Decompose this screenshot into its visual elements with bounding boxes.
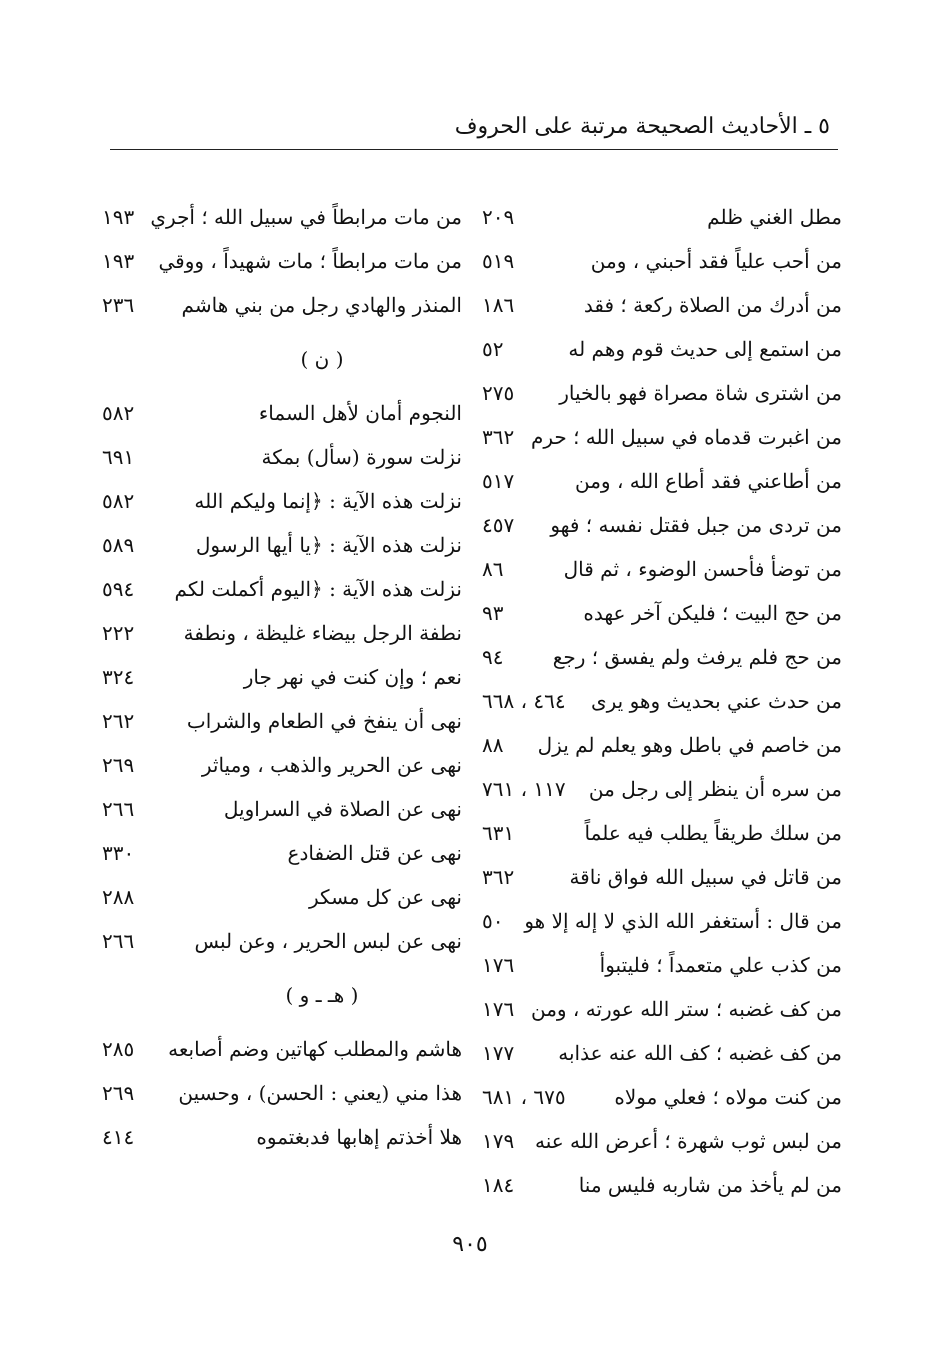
entry-text: هلا أخذتم إهابها فدبغتموه bbox=[256, 1125, 462, 1149]
page-number: ٩٠٥ bbox=[452, 1232, 488, 1257]
index-column-left bbox=[102, 195, 462, 1159]
entry-text: هاشم والمطلب كهاتين وضم أصابعه bbox=[168, 1037, 462, 1061]
entry-text: من قاتل في سبيل الله فواق ناقة bbox=[569, 865, 842, 889]
entry-page-ref: ١١٧ ، ٧٦١ bbox=[482, 777, 566, 801]
index-entry bbox=[482, 591, 842, 635]
index-entry bbox=[102, 831, 462, 875]
entry-page-ref: ٢٢٢ bbox=[102, 621, 135, 645]
index-entry bbox=[482, 1163, 842, 1207]
index-entry bbox=[482, 943, 842, 987]
entry-page-ref: ٥١٧ bbox=[482, 469, 515, 493]
index-entry bbox=[482, 679, 842, 723]
index-entry bbox=[482, 1031, 842, 1075]
index-entry bbox=[482, 371, 842, 415]
entry-text: نهى عن الحرير والذهب ، ومياثر bbox=[201, 753, 462, 777]
entry-page-ref: ٥٨٢ bbox=[102, 401, 135, 425]
entry-text: نطفة الرجل بيضاء غليظة ، ونطفة bbox=[183, 621, 462, 645]
index-column-right bbox=[482, 195, 842, 1207]
entry-text: من سلك طريقاً يطلب فيه علماً bbox=[584, 821, 842, 845]
entry-page-ref: ٢٠٩ bbox=[482, 205, 515, 229]
entry-text: نهى عن قتل الضفادع bbox=[287, 841, 462, 865]
entry-text: من حدث عني بحديث وهو يرى bbox=[590, 689, 842, 713]
entry-text: نهى عن كل مسكر bbox=[309, 885, 462, 909]
entry-page-ref: ٣٣٠ bbox=[102, 841, 135, 865]
entry-text: نزلت هذه الآية : ﴿اليوم أكملت لكم bbox=[174, 577, 462, 601]
entry-text: من تردى من جبل فقتل نفسه ؛ فهو bbox=[550, 513, 842, 537]
entry-page-ref: ٢٦٦ bbox=[102, 797, 135, 821]
index-entry bbox=[102, 875, 462, 919]
entry-text: نهى عن الصلاة في السراويل bbox=[223, 797, 462, 821]
entry-page-ref: ٢٦٢ bbox=[102, 709, 135, 733]
entry-text: نزلت هذه الآية : ﴿يا أيها الرسول bbox=[195, 533, 462, 557]
entry-page-ref: ٥٨٩ bbox=[102, 533, 135, 557]
entry-page-ref: ٢٨٨ bbox=[102, 885, 135, 909]
index-entry bbox=[102, 523, 462, 567]
entry-text: من مات مرابطاً ؛ مات شهيداً ، ووقي bbox=[158, 249, 462, 273]
entry-text: من حج فلم يرفث ولم يفسق ؛ رجع bbox=[552, 645, 842, 669]
entry-page-ref: ٦٣١ bbox=[482, 821, 515, 845]
index-entry bbox=[102, 391, 462, 435]
entry-text: نزلت هذه الآية : ﴿إنما وليكم الله bbox=[194, 489, 462, 513]
index-entry bbox=[482, 1075, 842, 1119]
index-entry bbox=[482, 547, 842, 591]
entry-text: من قال : أستغفر الله الذي لا إله إلا هو bbox=[524, 909, 842, 933]
header-title: ٥ ـ الأحاديث الصحيحة مرتبة على الحروف bbox=[454, 114, 830, 139]
entry-page-ref: ١٧٩ bbox=[482, 1129, 515, 1153]
entry-page-ref: ٢٦٦ bbox=[102, 929, 135, 953]
entry-page-ref: ٣٦٢ bbox=[482, 425, 515, 449]
entry-page-ref: ٥٢ bbox=[482, 337, 504, 361]
index-entry bbox=[102, 567, 462, 611]
entry-text: من استمع إلى حديث قوم وهم له bbox=[568, 337, 842, 361]
index-entry bbox=[482, 503, 842, 547]
index-entry bbox=[102, 655, 462, 699]
entry-text: من أحب علياً فقد أحبني ، ومن bbox=[590, 249, 842, 273]
entry-text: من لبس ثوب شهرة ؛ أعرض الله عنه bbox=[534, 1129, 842, 1153]
entry-page-ref: ١٧٧ bbox=[482, 1041, 515, 1065]
entry-page-ref: ٤٥٧ bbox=[482, 513, 515, 537]
index-entry bbox=[102, 611, 462, 655]
index-entry bbox=[102, 479, 462, 523]
entry-page-ref: ٢٧٥ bbox=[482, 381, 515, 405]
index-entry bbox=[102, 699, 462, 743]
entry-page-ref: ٦٩١ bbox=[102, 445, 135, 469]
running-header bbox=[110, 112, 838, 150]
entry-page-ref: ٦٧٥ ، ٦٨١ bbox=[482, 1085, 566, 1109]
entry-text: من توضأ فأحسن الوضوء ، ثم قال bbox=[563, 557, 842, 581]
entry-page-ref: ١٧٦ bbox=[482, 953, 515, 977]
index-entry bbox=[482, 723, 842, 767]
index-entry bbox=[482, 283, 842, 327]
index-entry bbox=[482, 811, 842, 855]
entry-page-ref: ٢٦٩ bbox=[102, 1081, 135, 1105]
entry-page-ref: ١٨٤ bbox=[482, 1173, 515, 1197]
entry-page-ref: ٣٦٢ bbox=[482, 865, 515, 889]
entry-text: من كف غضبه ؛ ستر الله عورته ، ومن bbox=[530, 997, 842, 1021]
entry-text: نهى عن لبس الحرير ، وعن لبس bbox=[194, 929, 462, 953]
entry-text: المنذر والهادي رجل من بني هاشم bbox=[181, 293, 462, 317]
entry-page-ref: ٨٨ bbox=[482, 733, 504, 757]
index-entry bbox=[102, 239, 462, 283]
entry-text: من اغبرت قدماه في سبيل الله ؛ حرم bbox=[530, 425, 842, 449]
index-entry bbox=[482, 635, 842, 679]
entry-text: هذا مني (يعني : الحسن) ، وحسين bbox=[178, 1081, 462, 1105]
index-entry bbox=[102, 743, 462, 787]
index-entry bbox=[482, 415, 842, 459]
index-entry bbox=[102, 787, 462, 831]
entry-page-ref: ٩٤ bbox=[482, 645, 504, 669]
entry-page-ref: ١٩٣ bbox=[102, 249, 135, 273]
entry-page-ref: ٢٨٥ bbox=[102, 1037, 135, 1061]
index-entry bbox=[102, 1071, 462, 1115]
entry-page-ref: ٤٦٤ ، ٦٦٨ bbox=[482, 689, 566, 713]
entry-text: النجوم أمان لأهل السماء bbox=[258, 401, 462, 425]
entry-text: نعم ؛ وإن كنت في نهر جار bbox=[243, 665, 462, 689]
entry-text: من أطاعني فقد أطاع الله ، ومن bbox=[574, 469, 842, 493]
entry-page-ref: ٥١٩ bbox=[482, 249, 515, 273]
entry-page-ref: ٥٠ bbox=[482, 909, 504, 933]
index-entry bbox=[102, 195, 462, 239]
entry-page-ref: ٨٦ bbox=[482, 557, 504, 581]
entry-text: من اشترى شاة مصراة فهو بالخيار bbox=[559, 381, 842, 405]
entry-page-ref: ٩٣ bbox=[482, 601, 504, 625]
index-entry bbox=[482, 767, 842, 811]
index-entry bbox=[102, 435, 462, 479]
entry-text: من كف غضبه ؛ كف الله عنه عذابه bbox=[558, 1041, 842, 1065]
entry-text: نهى أن ينفخ في الطعام والشراب bbox=[186, 709, 462, 733]
entry-page-ref: ٢٦٩ bbox=[102, 753, 135, 777]
index-entry bbox=[102, 283, 462, 327]
entry-text: من لم يأخذ من شاربه فليس منا bbox=[578, 1173, 842, 1197]
entry-page-ref: ٣٢٤ bbox=[102, 665, 135, 689]
entry-page-ref: ٢٣٦ bbox=[102, 293, 135, 317]
entry-text: مطل الغني ظلم bbox=[707, 205, 842, 229]
index-entry bbox=[482, 855, 842, 899]
section-heading-nun: ( ن ) bbox=[300, 347, 344, 371]
entry-page-ref: ١٧٦ bbox=[482, 997, 515, 1021]
index-entry bbox=[482, 459, 842, 503]
index-entry bbox=[482, 239, 842, 283]
entry-text: من مات مرابطاً في سبيل الله ؛ أجري bbox=[150, 205, 462, 229]
entry-page-ref: ١٨٦ bbox=[482, 293, 515, 317]
entry-page-ref: ٤١٤ bbox=[102, 1125, 135, 1149]
entry-text: من كذب علي متعمداً ؛ فليتبوأ bbox=[599, 953, 842, 977]
entry-text: من خاصم في باطل وهو يعلم لم يزل bbox=[537, 733, 842, 757]
entry-text: من كنت مولاه ؛ فعلي مولاه bbox=[614, 1085, 842, 1109]
entry-text: نزلت سورة (سأل) بمكة bbox=[261, 445, 462, 469]
section-heading-haa-waw: ( هـ ـ و ) bbox=[285, 983, 359, 1007]
entry-page-ref: ١٩٣ bbox=[102, 205, 135, 229]
index-entry bbox=[482, 987, 842, 1031]
index-entry bbox=[482, 195, 842, 239]
index-entry bbox=[482, 899, 842, 943]
index-entry bbox=[482, 327, 842, 371]
index-entry bbox=[102, 1115, 462, 1159]
entry-page-ref: ٥٨٢ bbox=[102, 489, 135, 513]
index-entry bbox=[482, 1119, 842, 1163]
entry-text: من سره أن ينظر إلى رجل من bbox=[588, 777, 842, 801]
entry-text: من أدرك من الصلاة ركعة ؛ فقد bbox=[583, 293, 842, 317]
index-entry bbox=[102, 1027, 462, 1071]
entry-text: من حج البيت ؛ فليكن آخر عهده bbox=[583, 601, 842, 625]
entry-page-ref: ٥٩٤ bbox=[102, 577, 135, 601]
index-entry bbox=[102, 919, 462, 963]
